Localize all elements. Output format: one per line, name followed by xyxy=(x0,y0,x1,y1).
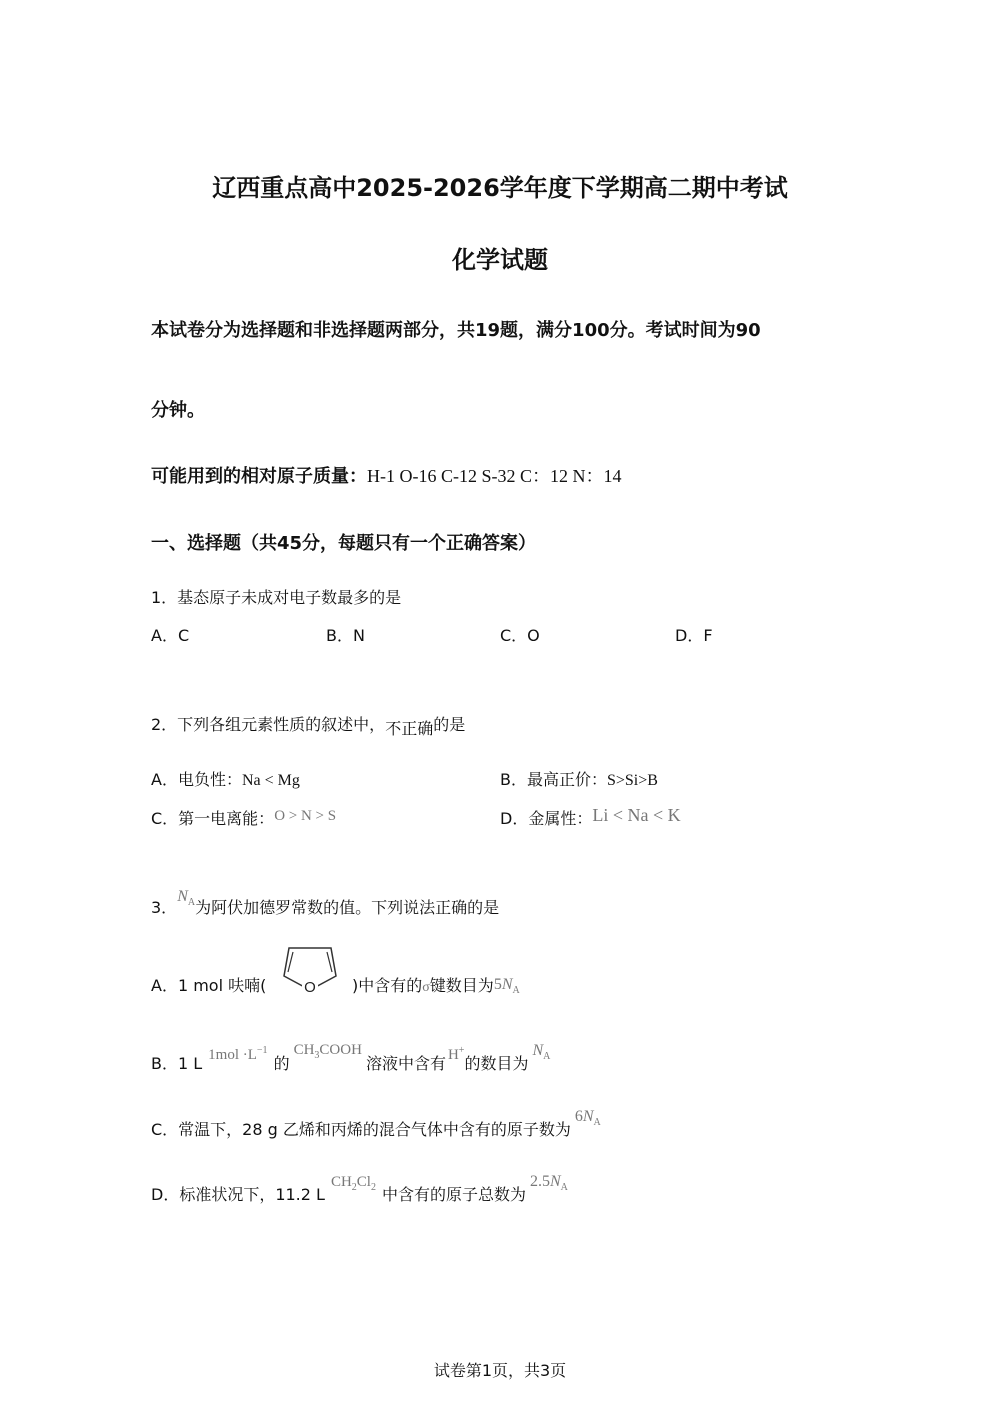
question-1-option-d: D．F xyxy=(675,626,713,645)
subject-title: 化学试题 xyxy=(452,246,548,274)
question-3-stem xyxy=(151,888,500,918)
concentration-text: 1mol ·L xyxy=(208,1047,257,1063)
acetic-acid-rest: COOH xyxy=(319,1042,362,1058)
question-2-option-c-expr: O > N > S xyxy=(274,808,337,824)
exam-title: 辽西重点高中2025-2026学年度下学期高二期中考试 xyxy=(212,174,788,202)
atomic-mass-label: 可能用到的相对原子质量： xyxy=(151,466,367,487)
question-3-option-b-na-sub: A xyxy=(543,1051,551,1062)
question-1-option-b: B．N xyxy=(326,626,365,645)
question-2-option-a-expr: Na < Mg xyxy=(241,772,300,789)
dichloromethane-formula xyxy=(330,1174,376,1193)
dcm-cl: Cl xyxy=(356,1174,371,1190)
acetic-acid-ch: CH xyxy=(293,1042,315,1058)
hydrogen-ion-main: H xyxy=(447,1047,459,1063)
question-2-option-c-label: C．第一电离能： xyxy=(151,809,275,828)
question-3-option-a-coef: 5 xyxy=(493,976,502,993)
question-3-option-a-na-sub: A xyxy=(512,985,520,996)
acetic-acid-sub: 3 xyxy=(314,1050,320,1061)
atomic-mass-line xyxy=(151,462,622,488)
acetic-acid-formula xyxy=(293,1042,362,1061)
page-footer: 试卷第1页，共3页 xyxy=(433,1361,567,1380)
question-3-option-d-coef: 2.5 xyxy=(530,1173,550,1190)
question-3-option-d xyxy=(151,1173,568,1205)
avogadro-symbol-sub: A xyxy=(187,897,196,908)
question-3-option-d-suffix: 中含有的原子总数为 xyxy=(381,1185,526,1204)
question-3-option-a-suffix: 键数目为 xyxy=(429,976,494,995)
atomic-mass-values: H-1 O-16 C-12 S-32 C：12 N：14 xyxy=(367,466,622,486)
question-3-number: 3． xyxy=(151,898,178,917)
question-3-option-a-value xyxy=(493,976,520,996)
question-2-option-b-expr: S>Si>B xyxy=(606,772,658,789)
question-3-option-c-na: N xyxy=(582,1108,594,1125)
avogadro-symbol xyxy=(177,888,196,908)
dcm-ch: CH xyxy=(330,1174,352,1190)
question-3-option-b xyxy=(151,1042,551,1074)
question-1-option-c: C．O xyxy=(500,626,540,645)
question-3-option-c-value xyxy=(574,1108,601,1128)
hydrogen-ion-sup: + xyxy=(458,1045,465,1056)
question-3-option-d-prefix: D．标准状况下，11.2 L xyxy=(151,1185,325,1204)
question-3-option-a-mid: )中含有的 xyxy=(352,976,423,995)
question-2-stem-emphasis: 不正确 xyxy=(385,719,434,738)
question-2-option-c xyxy=(151,806,336,829)
question-3-option-a-na: N xyxy=(501,976,513,993)
question-3-option-b-prefix: B．1 L xyxy=(151,1054,203,1073)
question-3-option-d-na: N xyxy=(550,1173,561,1190)
question-3-option-b-mid: 溶液中含有 xyxy=(365,1054,446,1073)
concentration-sup: −1 xyxy=(256,1045,268,1056)
question-3-option-a-prefix: A．1 mol 呋喃( xyxy=(151,976,267,995)
question-1-option-a: A．C xyxy=(151,626,190,645)
question-2-option-b-label: B．最高正价： xyxy=(500,770,607,789)
question-2-option-d-expr: Li < Na < K xyxy=(592,805,681,825)
question-2-stem xyxy=(151,712,466,738)
question-2-option-a-label: A．电负性： xyxy=(151,770,242,789)
section-1-title: 一、选择题（共45分，每题只有一个正确答案） xyxy=(151,533,537,554)
question-3-option-b-na: N xyxy=(532,1042,544,1059)
instructions-line-2: 分钟。 xyxy=(151,400,205,421)
question-3-option-b-suffix: 的数目为 xyxy=(464,1054,529,1073)
question-3-option-d-value xyxy=(530,1173,568,1193)
question-3-option-c-na-sub: A xyxy=(593,1117,601,1128)
question-3-option-b-value xyxy=(532,1042,551,1062)
question-3-stem-text: 为阿伏加德罗常数的值。下列说法正确的是 xyxy=(195,898,500,917)
question-2-option-d-label: D．金属性： xyxy=(500,809,593,828)
dcm-sub-2: 2 xyxy=(370,1182,376,1193)
question-2-option-b xyxy=(500,767,658,790)
sigma-symbol: σ xyxy=(422,980,430,995)
instructions-line-1: 本试卷分为选择题和非选择题两部分，共19题，满分100分。考试时间为90 xyxy=(151,320,761,341)
avogadro-symbol-main: N xyxy=(177,888,188,905)
furan-oxygen-label: O xyxy=(304,979,316,996)
question-2-stem-prefix: 2．下列各组元素性质的叙述中， xyxy=(151,715,386,734)
concentration-unit xyxy=(208,1047,267,1063)
question-3-option-a xyxy=(151,973,266,996)
question-3-option-d-na-sub: A xyxy=(560,1182,568,1193)
furan-structure xyxy=(276,938,344,996)
question-2-option-d xyxy=(500,806,681,829)
question-3-option-a-rest xyxy=(352,973,520,996)
question-3-option-c-coef: 6 xyxy=(574,1108,583,1125)
dcm-sub-1: 2 xyxy=(351,1182,357,1193)
question-3-option-c xyxy=(151,1108,601,1140)
question-2-option-a xyxy=(151,767,300,790)
question-3-option-b-de: 的 xyxy=(273,1054,290,1073)
question-2-stem-suffix: 的是 xyxy=(433,715,466,734)
question-1-stem: 1．基态原子未成对电子数最多的是 xyxy=(151,588,402,607)
question-3-option-c-text: C．常温下，28 g 乙烯和丙烯的混合气体中含有的原子数为 xyxy=(151,1120,571,1139)
hydrogen-ion xyxy=(448,1047,464,1063)
